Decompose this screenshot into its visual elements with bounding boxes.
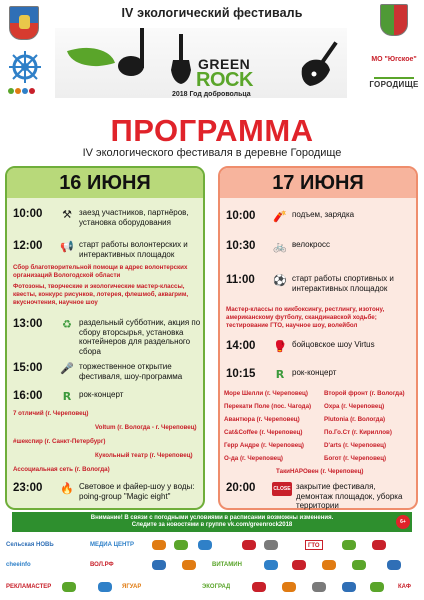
event-description: торжественное открытие фестиваля, шоу-программа (79, 362, 183, 381)
bicycle-icon: 🚲 (273, 240, 287, 253)
logo-rock-text: ROCK (196, 69, 253, 91)
partner-logo: Сельская НОВЬ (6, 542, 54, 548)
year-number: 2018 (172, 91, 188, 98)
event-description: старт работы волонтерских и интерактивных площадок (79, 240, 188, 259)
partner-logo-icon (242, 540, 256, 550)
partner-logo-icon (198, 540, 212, 550)
electric-guitar-icon (300, 38, 348, 88)
band-name: Cat&Coffee (г. Череповец) (224, 429, 303, 436)
band-name: Plutonia (г. Вологда) (324, 416, 386, 423)
partner-logo-icon (152, 560, 166, 570)
partner-logo: ВОЛ.РФ (90, 562, 114, 568)
music-note-stem (140, 28, 144, 68)
event-description: подъем, зарядка (292, 210, 355, 219)
event-description: бойцовское шоу Virtus (292, 340, 375, 349)
event-description: Световое и файер-шоу у воды: poing-group "Magic eight" (79, 482, 195, 501)
day2-date: 17 ИЮНЯ (220, 168, 416, 198)
band-name: Богот (г. Череповец) (324, 455, 387, 462)
partner-logo-icon (342, 540, 356, 550)
village-logo-line (374, 77, 414, 79)
schedule-row (226, 274, 416, 293)
band-name: 7 отличий (г. Череповец) (13, 410, 89, 417)
band-name: #шекспир (г. Санкт-Петербург) (13, 438, 106, 445)
partner-logo-icon (342, 582, 356, 592)
partner-logo: МЕДИА ЦЕНТР (90, 542, 134, 548)
partner-logo-icon (322, 560, 336, 570)
sports-icon: ⚽ (273, 274, 287, 287)
notice-line2: Следите за новостями в группе vk.com/greenrock2018 (131, 522, 293, 528)
partner-logo-icon (372, 540, 386, 550)
partner-logo: КАФ (398, 584, 411, 590)
event-time: 15:00 (13, 362, 43, 374)
hammer-icon: ⚒ (62, 208, 72, 221)
event-time: 20:00 (226, 482, 256, 494)
partners-strip (2, 536, 422, 598)
schedule-row (226, 210, 416, 224)
partner-logo-icon (252, 582, 266, 592)
band-name: Второй фронт (г. Вологда) (324, 390, 405, 397)
day1-date: 16 ИЮНЯ (7, 168, 203, 198)
event-description: рок-концерт (79, 390, 124, 399)
event-time: 10:15 (226, 368, 256, 380)
band-name: D'arts (г. Череповец) (324, 442, 387, 449)
partner-logo-icon (282, 582, 296, 592)
microphone-icon: 🎤 (60, 362, 74, 375)
schedule-row (13, 362, 203, 381)
day2-note-activities: Мастер-классы по кикбоксингу, рестлингу, изотону, американскому футболу, скандинавской ходьбе; тестирование ГТО, научное шоу, волейбол (226, 306, 385, 329)
event-description: велокросс (292, 240, 330, 249)
event-description: старт работы спортивных и интерактивных площадок (292, 274, 394, 293)
schedule-row (13, 208, 203, 227)
band-name: Море Шелли (г. Череповец) (224, 390, 308, 397)
band-name: О-да (г. Череповец) (224, 455, 283, 462)
partner-logo-icon (352, 560, 366, 570)
close-sign-icon: CLOSE (272, 482, 292, 496)
festival-header (0, 0, 424, 112)
band-name: ТакиНАРОвен (г. Череповец) (276, 468, 364, 475)
event-description: раздельный субботник, акция по сбору вторсырья, установка контейнеров для раздельного сбора (79, 318, 201, 356)
schedule-row (226, 368, 416, 382)
partner-logo: РЕКЛАМАСТЕР (6, 584, 52, 590)
partner-logo-icon (264, 560, 278, 570)
logo-green-text: GREEN (198, 56, 251, 72)
youth-logo-icon (8, 88, 36, 96)
event-description: заезд участников, партнёров, установка оборудования (79, 208, 189, 227)
event-time: 10:30 (226, 240, 256, 252)
day1-note-charity: Сбор благотворительной помощи в адрес волонтерских организаций Вологодской области (13, 264, 188, 279)
partner-logo: ЯГУАР (122, 584, 142, 590)
village-logo: ГОРОДИЩЕ (369, 80, 419, 89)
schedule-row (13, 240, 203, 259)
band-name: Авантюра (г. Череповец) (224, 416, 300, 423)
partner-logo: ВИТАМИН (212, 562, 242, 568)
band-name: Перекати Поле (пос. Чагода) (224, 403, 312, 410)
partner-logo-icon (387, 560, 401, 570)
event-time: 10:00 (13, 208, 43, 220)
ship-wheel-icon (8, 50, 42, 84)
schedule-row (13, 390, 203, 404)
program-title: ПРОГРАММА (110, 113, 314, 148)
festival-title: IV экологический фестиваль (121, 6, 303, 20)
day1-column (5, 166, 205, 510)
megaphone-icon: 📢 (60, 240, 74, 253)
band-name: Кукольный театр (г. Череповец) (95, 452, 193, 459)
partner-logo-icon (98, 582, 112, 592)
band-name: Ассоциальная сеть (г. Вологда) (13, 466, 110, 473)
band-name: Voltum (г. Вологда - г. Череповец) (95, 424, 197, 431)
recycle-icon: ♻ (62, 318, 72, 331)
partner-logo-icon (370, 582, 384, 592)
partner-logo-icon (182, 560, 196, 570)
band-name: Герр Андре (г. Череповец) (224, 442, 304, 449)
schedule-row (226, 240, 416, 254)
event-time: 16:00 (13, 390, 43, 402)
schedule-row (13, 318, 203, 356)
municipality-label: МО "Югское" (371, 56, 417, 63)
event-time: 23:00 (13, 482, 43, 494)
event-description: рок-концерт (292, 368, 337, 377)
event-description: закрытие фестиваля, демонтаж площадок, уборка территории (296, 482, 403, 510)
weather-notice (12, 512, 412, 532)
partner-logo-icon (62, 582, 76, 592)
logo-year (172, 91, 251, 98)
event-time: 10:00 (226, 210, 256, 222)
day1-note-activities: Фотозоны, творческие и экологические мастер-классы, квесты, конкурс рисунков, лотерея, флешмоб, аквагрим, вкусночтения, научное шоу (13, 283, 189, 306)
boxing-glove-icon: 🥊 (273, 340, 287, 353)
event-time: 13:00 (13, 318, 43, 330)
schedule-row (226, 482, 416, 511)
age-rating-badge: 6+ (396, 515, 410, 529)
schedule-row (226, 340, 416, 354)
partner-logo-icon (292, 560, 306, 570)
program-subtitle: IV экологического фестиваля в деревне Городище (82, 147, 342, 159)
cherepovets-coat-of-arms-icon (9, 6, 39, 40)
event-time: 11:00 (226, 274, 255, 286)
partner-logo: ГТО (305, 540, 323, 550)
guitar-icon (170, 34, 192, 84)
green-rock-icon: R (62, 390, 72, 403)
partner-logo-icon (174, 540, 188, 550)
partner-logo: cheeinfo (6, 562, 31, 568)
schedule-row (13, 482, 203, 501)
partner-logo-icon (312, 582, 326, 592)
day2-column (218, 166, 418, 510)
yugskoe-coat-of-arms-icon (380, 4, 408, 36)
dynamite-icon: 🧨 (273, 210, 287, 223)
partner-logo-icon (264, 540, 278, 550)
band-name: По.Го.Ст (г. Кириллов) (324, 429, 392, 436)
event-time: 12:00 (13, 240, 43, 252)
green-rock-icon: R (275, 368, 285, 381)
partner-logo: ЭКОГРАД (202, 584, 231, 590)
partner-logo-icon (152, 540, 166, 550)
notice-line1: Внимание! В связи с погодными условиями в расписании возможны изменения. (90, 515, 334, 521)
event-time: 14:00 (226, 340, 256, 352)
fire-icon: 🔥 (60, 482, 74, 495)
year-label: Год добровольца (189, 91, 251, 98)
band-name: Охра (г. Череповец) (324, 403, 385, 410)
